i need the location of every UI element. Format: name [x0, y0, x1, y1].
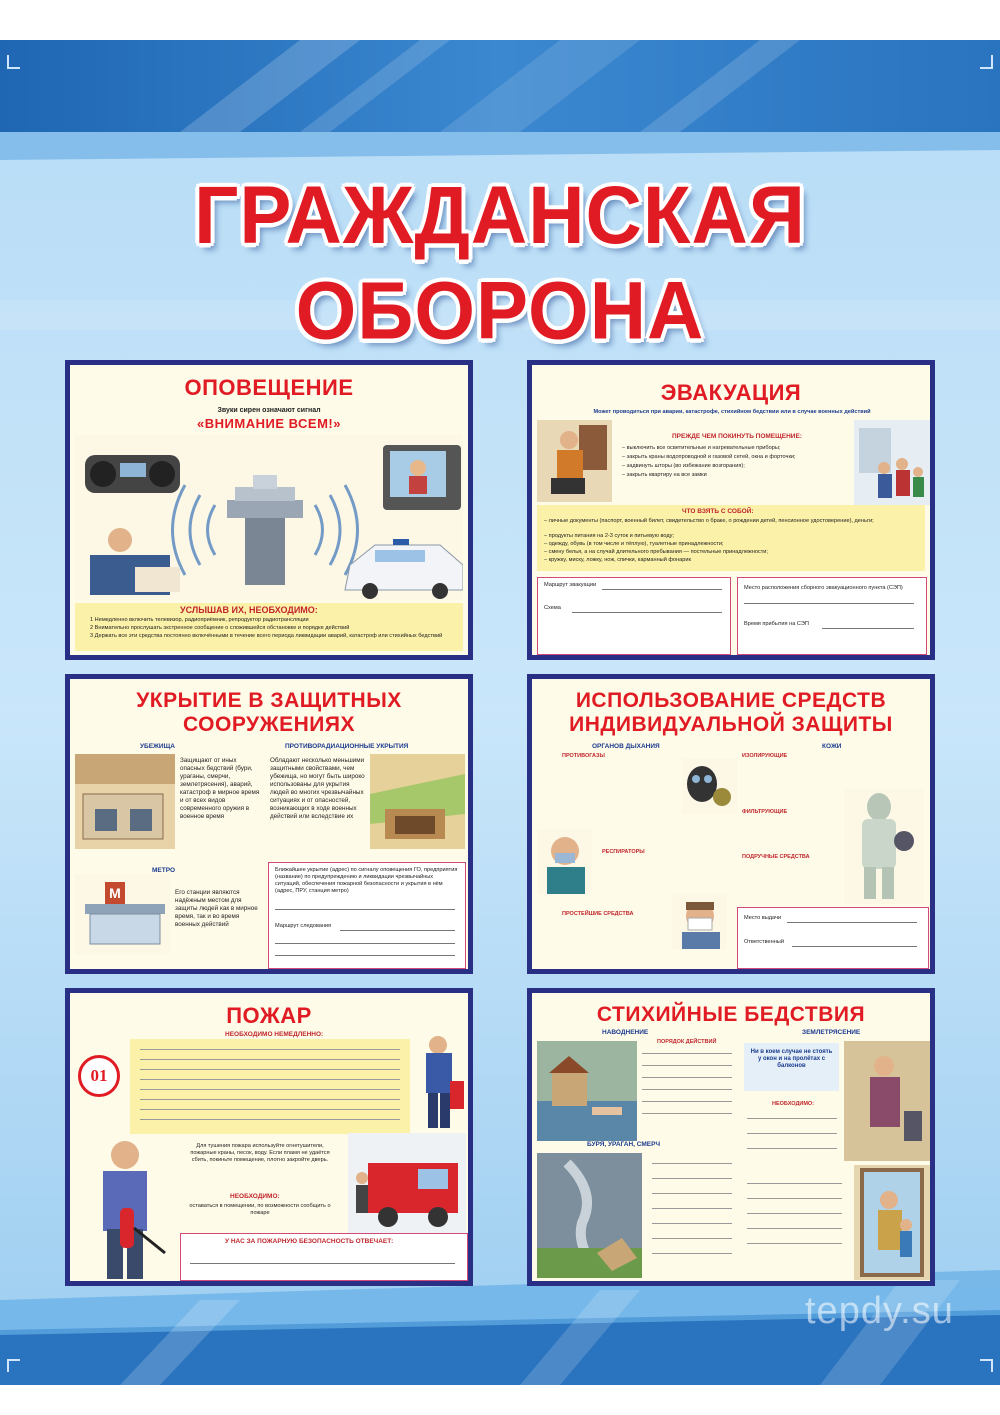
panel-disasters-title: СТИХИЙНЫЕ БЕДСТВИЯ [596, 1003, 866, 1026]
metro-illustration [75, 874, 170, 954]
quake-text-line-5 [747, 1198, 842, 1199]
disasters-storm-label: БУРЯ, УРАГАН, СМЕРЧ [587, 1141, 661, 1148]
evac-form-scheme-label: Схема [544, 605, 561, 611]
evac-form-route-line [602, 589, 722, 590]
fire-text-line-6 [140, 1099, 400, 1100]
evac-form-route-label: Маршрут эвакуации [544, 582, 597, 588]
ppe-label-skin: КОЖИ [822, 743, 842, 750]
tv-icon [383, 445, 461, 510]
evac-illustration-right [854, 420, 930, 505]
panel-ppe-title-2: ИНДИВИДУАЛЬНОЙ ЗАЩИТЫ [569, 713, 893, 736]
disasters-flood-actions: ПОРЯДОК ДЕЙСТВИЙ [657, 1039, 717, 1045]
quake-illustration-top [844, 1041, 930, 1161]
evac-before-2: – закрыть краны водопроводной и газовой сетей, окна и форточки; [622, 454, 796, 460]
simple-mask-illustration [672, 894, 727, 949]
fire-responsible-label: У НАС ЗА ПОЖАРНУЮ БЕЗОПАСНОСТЬ ОТВЕЧАЕТ: [225, 1238, 394, 1245]
panel-ppe [527, 674, 935, 974]
fire-text-line-4 [140, 1079, 400, 1080]
quake-text-line-3 [747, 1148, 837, 1149]
watermark-text: tepdy.su [805, 1290, 954, 1332]
quake-text-line-4 [747, 1183, 842, 1184]
ppe-form-place-line [787, 922, 917, 923]
radio-icon [85, 455, 180, 493]
poster-title: ГРАЖДАНСКАЯ ОБОРОНА [194, 168, 806, 357]
fire-urgent-heading: НЕОБХОДИМО НЕМЕДЛЕННО: [225, 1031, 324, 1038]
firefighter-illustration [410, 1033, 470, 1133]
ppe-sub-filtering: ФИЛЬТРУЮЩИЕ [742, 809, 788, 815]
fire-phone-badge: 01 [78, 1055, 120, 1097]
flood-text-line-2 [642, 1065, 732, 1066]
flood-text-line-1 [642, 1053, 732, 1054]
ppe-form-responsible: Ответственный [744, 939, 784, 945]
notify-item-3: 3 Держать все эти средства постоянно включёнными в течение всего периода ликвидации аварий, катастроф или стихийных бедствий [90, 633, 443, 639]
notify-item-1: 1 Немедленно включить телевизор, радиоприёмник, репродуктор радиотрансляции [90, 617, 309, 623]
storm-text-line-7 [652, 1253, 732, 1254]
ppe-form-place: Место выдачи [744, 915, 782, 921]
evac-form-time-line [822, 628, 914, 629]
radiation-shelter-illustration [370, 754, 465, 849]
notify-illustration [75, 435, 463, 600]
shelter-text-metro: Его станции являются надёжным местом для защиты людей как в мирное время, так и во время военных действий [175, 889, 258, 928]
evac-before-1: – выключить все осветительные и нагревательные приборы; [622, 445, 781, 451]
quake-text-line-2 [747, 1133, 837, 1134]
shelter-form-route: Маршрут следования [275, 923, 332, 929]
fire-text-line-5 [140, 1089, 400, 1090]
flood-text-line-3 [642, 1077, 732, 1078]
evac-form-scheme-line [572, 612, 722, 613]
panel-ppe-title-1: ИСПОЛЬЗОВАНИЕ СРЕДСТВ [575, 689, 887, 712]
quake-needed: НЕОБХОДИМО: [772, 1101, 815, 1107]
fire-text-line-1 [140, 1049, 400, 1050]
man-extinguisher-illustration [75, 1133, 175, 1283]
fire-text-line-2 [140, 1059, 400, 1060]
ppe-label-breath: ОРГАНОВ ДЫХАНИЯ [592, 743, 660, 750]
fire-warning-text: оставаться в помещении, по возможности сообщить о пожаре [189, 1203, 331, 1216]
shelter-label-radiation: ПРОТИВОРАДИАЦИОННЫЕ УКРЫТИЯ [285, 743, 409, 750]
evac-before-heading: ПРЕЖДЕ ЧЕМ ПОКИНУТЬ ПОМЕЩЕНИЕ: [672, 433, 802, 440]
flood-text-line-5 [642, 1101, 732, 1102]
shelter-illustration [75, 754, 175, 849]
fire-truck-illustration [348, 1133, 466, 1233]
fire-text-line-8 [140, 1119, 400, 1120]
evac-take-2: – продукты питания на 2-3 суток и питьевую воду; [544, 533, 674, 539]
panel-shelter [65, 674, 473, 974]
shelter-text-shelters: Защищают от иных опасных бедствий (бури, ураганы, смерчи, землетрясения), аварий, катастроф в мирное время и от всех видов современного оружия в военное время [180, 757, 260, 820]
panel-notify-title: ОПОВЕЩЕНИЕ [184, 375, 354, 400]
panel-evac-title: ЭВАКУАЦИЯ [660, 380, 802, 405]
fire-responsible-line [190, 1263, 455, 1264]
shelter-form-text: Ближайшее укрытие (адрес) по сигналу оповещения ГО, предприятия (название) по предупреждению и ликвидации чрезвычайных ситуаций, обеспечения пожарной безопасности и укрытия в нём (адрес, ПРУ, станция метро) [275, 867, 458, 894]
quake-text-line-6 [747, 1213, 842, 1214]
shelter-form-line-2 [340, 930, 455, 931]
evac-take-1: – личные документы (паспорт, военный билет, свидетельство о браке, о рождении детей, пенсионное удостоверение), деньги; [544, 518, 874, 524]
suit-illustration [844, 789, 924, 904]
shelter-form-line-4 [275, 955, 455, 956]
shelter-form-line-3 [275, 943, 455, 944]
panel-shelter-title-1: УКРЫТИЕ В ЗАЩИТНЫХ [136, 689, 402, 712]
ppe-sub-simple: ПРОСТЕЙШИЕ СРЕДСТВА [562, 911, 634, 917]
evac-before-4: – закрыть квартиру на все замки [622, 472, 707, 478]
disasters-quake-label: ЗЕМЛЕТРЯСЕНИЕ [802, 1029, 861, 1036]
evac-take-4: – смену белья, а на случай длительного пребывания — постельные принадлежности; [544, 549, 768, 555]
panel-fire-title: ПОЖАР [226, 1003, 312, 1028]
ppe-sub-gasmask: ПРОТИВОГАЗЫ [562, 753, 605, 759]
storm-text-line-6 [652, 1238, 732, 1239]
evac-form-point-line [744, 603, 914, 604]
flood-text-line-4 [642, 1089, 732, 1090]
shelter-form-line-1 [275, 909, 455, 910]
storm-text-line-5 [652, 1223, 732, 1224]
shelter-text-radiation: Обладают несколько меньшими защитными свойствами, чем убежища, но могут быть широко использованы для укрытия людей во многих чрезвычайных ситуациях и от опасностей, возникающих в ходе военных действий или вследствие их [270, 757, 365, 820]
notify-hear-heading: УСЛЫШАВ ИХ, НЕОБХОДИМО: [180, 605, 318, 615]
shelter-label-shelters: УБЕЖИЩА [140, 743, 175, 750]
shelter-label-metro: МЕТРО [152, 867, 176, 874]
storm-text-line-4 [652, 1208, 732, 1209]
flood-text-line-6 [642, 1113, 732, 1114]
panel-evac [527, 360, 935, 660]
notify-subtitle: «ВНИМАНИЕ ВСЕМ!» [197, 416, 341, 431]
panel-fire [65, 988, 473, 1286]
evac-form-point-label: Место расположения сборного эвакуационного пункта (СЭП) [744, 585, 903, 591]
notify-item-2: 2 Внимательно прослушать экстренное сообщение о сложившейся обстановке и порядке действий [90, 625, 350, 631]
disasters-flood-label: НАВОДНЕНИЕ [602, 1029, 649, 1036]
respirator-illustration [537, 829, 592, 894]
evac-take-3: – одежду, обувь (в том числе и тёплую), туалетные принадлежности; [544, 541, 724, 547]
gasmask-illustration [682, 759, 737, 814]
quake-illustration-bottom [854, 1165, 930, 1280]
evac-take-5: – кружку, миску, ложку, нож, спички, карманный фонарик [544, 557, 691, 563]
evac-take-heading: ЧТО ВЗЯТЬ С СОБОЙ: [682, 508, 754, 515]
evac-before-3: – задвинуть шторы (во избежание возгорания); [622, 463, 745, 469]
ppe-sub-respirators: РЕСПИРАТОРЫ [602, 849, 645, 855]
ppe-form-responsible-line [792, 946, 917, 947]
storm-text-line-1 [652, 1163, 732, 1164]
panel-shelter-title-2: СООРУЖЕНИЯХ [183, 713, 355, 736]
panel-notify [65, 360, 473, 660]
storm-text-line-3 [652, 1193, 732, 1194]
ppe-sub-improvised: ПОДРУЧНЫЕ СРЕДСТВА [742, 854, 810, 860]
flood-illustration [537, 1041, 637, 1141]
evac-illustration-left [537, 420, 612, 502]
fire-mid-text: Для тушения пожара используйте огнетушители, пожарные краны, песок, воду. Если пламя не удаётся сбить, покиньте помещение, плотно закройте дверь. [190, 1143, 330, 1163]
ppe-sub-insulating: ИЗОЛИРУЮЩИЕ [742, 753, 788, 759]
fire-text-line-7 [140, 1109, 400, 1110]
fire-warning-heading: НЕОБХОДИМО: [230, 1193, 280, 1200]
storm-text-line-2 [652, 1178, 732, 1179]
evac-intro: Может проводиться при аварии, катастрофе, стихийном бедствии или в случае военных действий [593, 409, 871, 415]
storm-illustration [537, 1153, 642, 1278]
quake-box-text: Ни в коем случае не стоять у окон и на пролётах с балконов [750, 1049, 833, 1069]
fire-text-line-3 [140, 1069, 400, 1070]
notify-subtitle-small: Звуки сирен означают сигнал [217, 407, 321, 414]
quake-text-line-1 [747, 1118, 837, 1119]
quake-text-line-7 [747, 1228, 842, 1229]
svg-text:М: М [109, 885, 121, 901]
evac-form-time-label: Время прибытия на СЭП [744, 621, 809, 627]
quake-text-line-8 [747, 1243, 842, 1244]
panel-disasters [527, 988, 935, 1286]
